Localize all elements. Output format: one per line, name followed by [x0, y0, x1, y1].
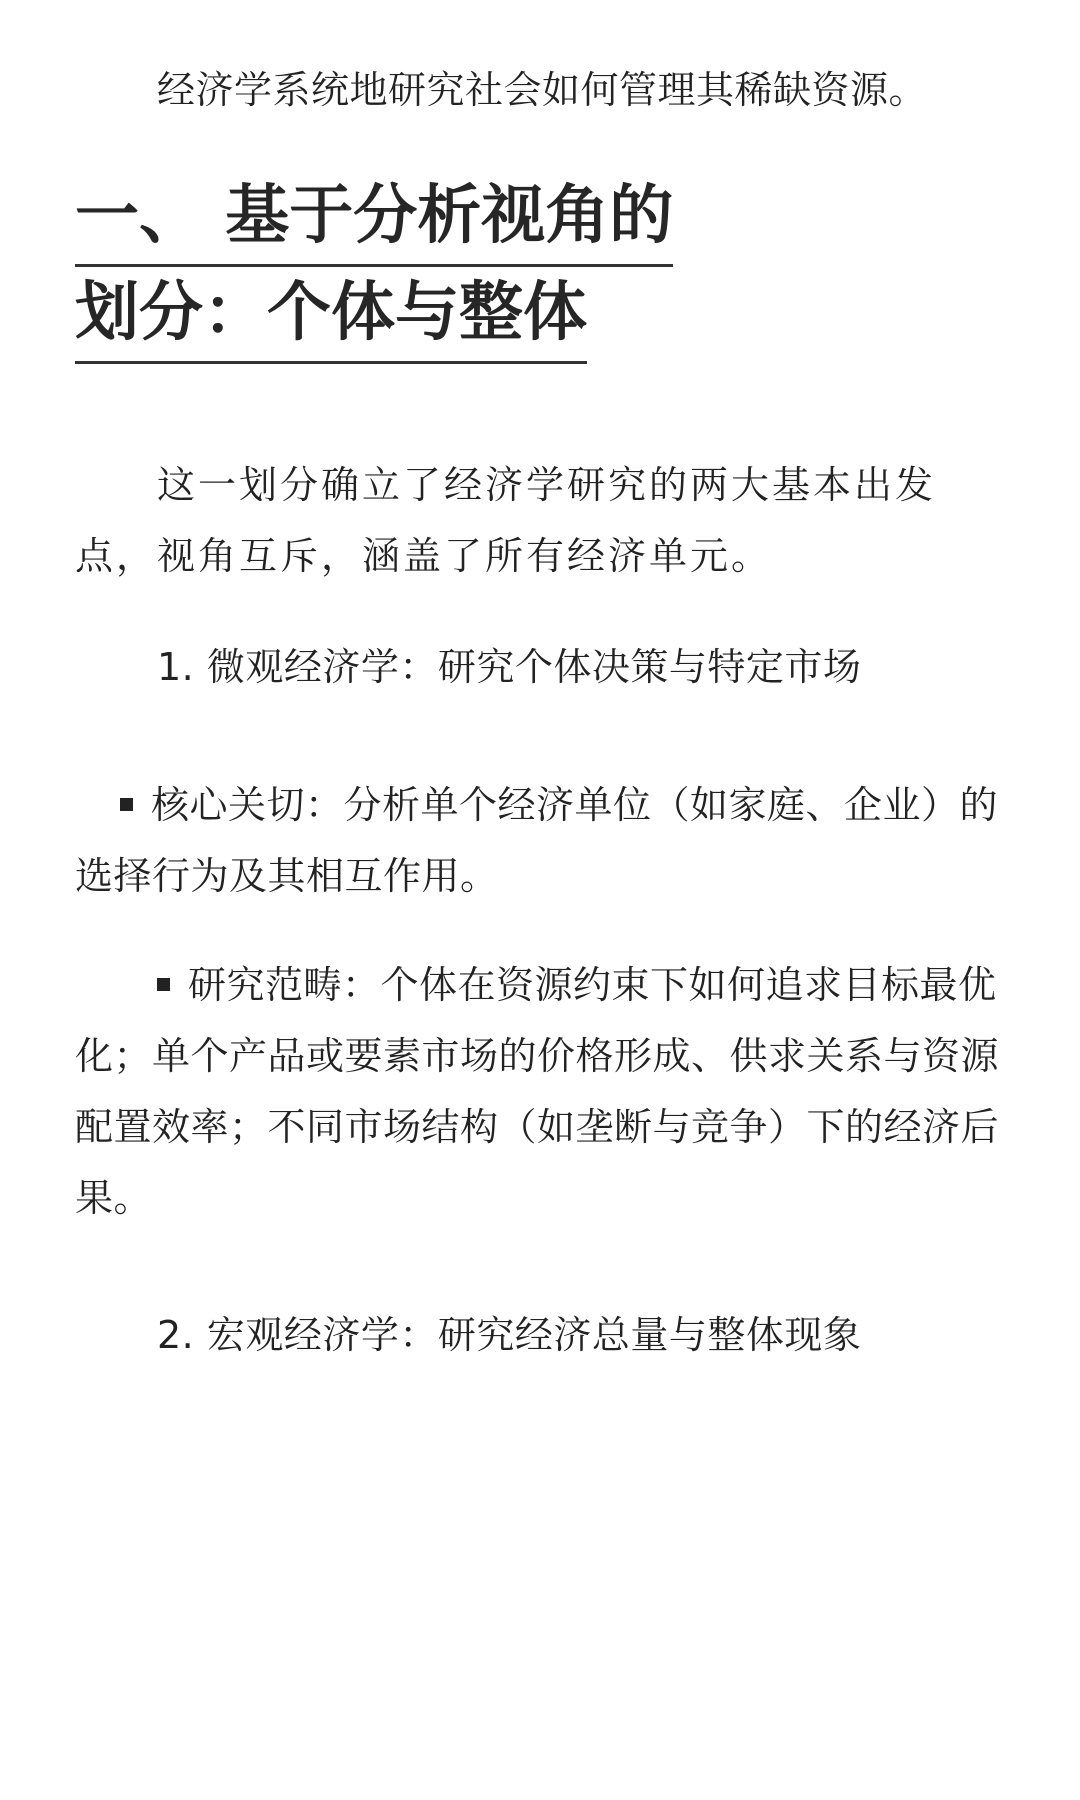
bullet-square-icon — [157, 978, 170, 991]
micro-bullet-scope — [75, 950, 1005, 1234]
section-intro-paragraph: 这一划分确立了经济学研究的两大基本出发点，视角互斥，涵盖了所有经济单元。 — [75, 463, 937, 578]
micro-bullet-core-text: 核心关切：分析单个经济单位（如家庭、企业）的选择行为及其相互作用。 — [75, 783, 999, 898]
section-heading-line1: 一、 基于分析视角的 — [75, 170, 673, 267]
intro-paragraph: 经济学系统地研究社会如何管理其稀缺资源。 — [157, 68, 928, 112]
micro-bullet-scope-text: 研究范畴：个体在资源约束下如何追求目标最优化；单个产品或要素市场的价格形成、供求关系与资源配置效率；不同市场结构（如垄断与竞争）下的经济后果。 — [75, 963, 1000, 1220]
micro-bullet-core — [75, 770, 1005, 912]
section-heading — [75, 170, 673, 364]
bullet-square-icon — [120, 798, 133, 811]
micro-subheading: 1. 微观经济学：研究个体决策与特定市场 — [157, 645, 862, 689]
macro-subheading: 2. 宏观经济学：研究经济总量与整体现象 — [157, 1313, 862, 1357]
section-heading-line2: 划分：个体与整体 — [75, 267, 587, 364]
